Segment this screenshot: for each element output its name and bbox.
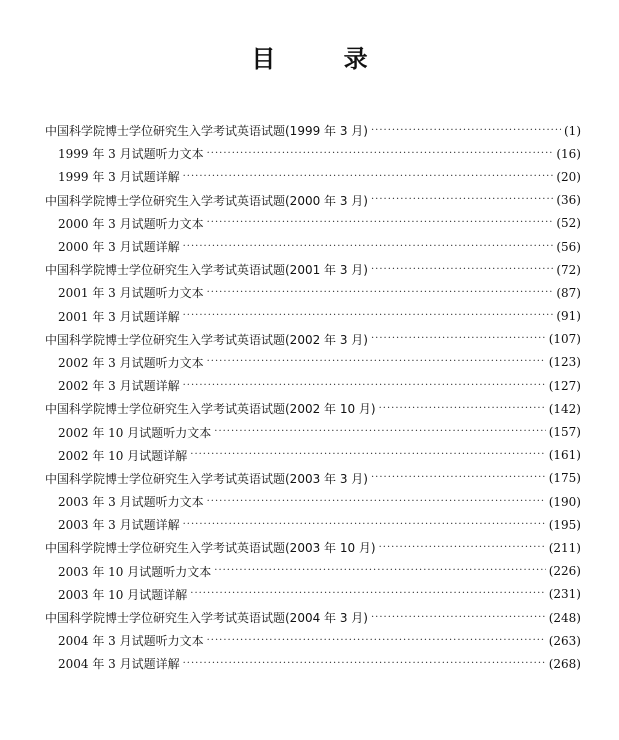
toc-entry-sub[interactable] bbox=[45, 513, 581, 536]
toc-dot-leader bbox=[371, 472, 546, 484]
toc-entry-title: 2000 年 3 月试题详解 bbox=[58, 240, 180, 255]
toc-entry-title: 2000 年 3 月试题听力文本 bbox=[58, 216, 204, 231]
toc-dot-leader bbox=[379, 403, 546, 415]
toc-dot-leader bbox=[190, 449, 545, 461]
toc-page-number: (72) bbox=[556, 262, 581, 277]
toc-entry-exam[interactable] bbox=[45, 397, 581, 420]
toc-entry-sub[interactable] bbox=[45, 212, 581, 235]
toc-entry-title: 2002 年 10 月试题详解 bbox=[58, 448, 188, 463]
toc-entry-sub[interactable] bbox=[45, 652, 581, 675]
toc-page-number: (211) bbox=[548, 540, 581, 555]
toc-dot-leader bbox=[214, 426, 545, 438]
toc-page-number: (56) bbox=[556, 239, 581, 254]
toc-entry-exam[interactable] bbox=[45, 536, 581, 559]
toc-dot-leader bbox=[207, 635, 546, 647]
toc-entry-sub[interactable] bbox=[45, 305, 581, 328]
toc-dot-leader bbox=[207, 287, 554, 299]
toc-entry-exam[interactable] bbox=[45, 606, 581, 629]
toc-page-number: (161) bbox=[548, 448, 581, 463]
toc-entry-exam[interactable] bbox=[45, 328, 581, 351]
toc-entry-title: 1999 年 3 月试题听力文本 bbox=[58, 147, 204, 162]
toc-entry-sub[interactable] bbox=[45, 351, 581, 374]
page-title: 目 录 bbox=[251, 45, 398, 73]
toc-entry-exam[interactable] bbox=[45, 119, 581, 142]
toc-dot-leader bbox=[183, 519, 546, 531]
toc-entry-sub[interactable] bbox=[45, 165, 581, 188]
toc-dot-leader bbox=[371, 125, 561, 137]
toc-entry-title: 中国科学院博士学位研究生入学考试英语试题(2002 年 3 月) bbox=[45, 332, 368, 347]
toc-entry-title: 中国科学院博士学位研究生入学考试英语试题(2000 年 3 月) bbox=[45, 193, 368, 208]
toc-entry-title: 2004 年 3 月试题详解 bbox=[58, 657, 180, 672]
toc-dot-leader bbox=[183, 658, 546, 670]
toc-page-number: (1) bbox=[564, 123, 581, 138]
toc-dot-leader bbox=[183, 171, 554, 183]
toc-entry-title: 中国科学院博士学位研究生入学考试英语试题(2001 年 3 月) bbox=[45, 263, 368, 278]
toc-entry-sub[interactable] bbox=[45, 444, 581, 467]
toc-page-number: (52) bbox=[556, 216, 581, 231]
toc-page-number: (190) bbox=[548, 494, 581, 509]
toc-entry-title: 中国科学院博士学位研究生入学考试英语试题(2003 年 10 月) bbox=[45, 541, 376, 556]
toc-page-number: (87) bbox=[556, 285, 581, 300]
toc-entry-title: 2003 年 3 月试题听力文本 bbox=[58, 495, 204, 510]
toc-entry-title: 2003 年 10 月试题详解 bbox=[58, 587, 188, 602]
toc-page-number: (142) bbox=[548, 401, 581, 416]
toc-entry-title: 中国科学院博士学位研究生入学考试英语试题(1999 年 3 月) bbox=[45, 124, 368, 139]
toc-dot-leader bbox=[183, 380, 546, 392]
toc-entry-sub[interactable] bbox=[45, 374, 581, 397]
toc-dot-leader bbox=[214, 565, 545, 577]
toc-dot-leader bbox=[207, 496, 546, 508]
toc-entry-exam[interactable] bbox=[45, 258, 581, 281]
toc-page-number: (195) bbox=[548, 517, 581, 532]
toc-dot-leader bbox=[207, 217, 554, 229]
toc-entry-sub[interactable] bbox=[45, 560, 581, 583]
toc-entry-sub[interactable] bbox=[45, 490, 581, 513]
toc-page-number: (175) bbox=[548, 471, 581, 486]
toc-entry-exam[interactable] bbox=[45, 467, 581, 490]
toc-page-number: (248) bbox=[548, 610, 581, 625]
table-of-contents bbox=[45, 119, 581, 676]
toc-page-number: (263) bbox=[548, 633, 581, 648]
toc-dot-leader bbox=[371, 612, 546, 624]
toc-entry-sub[interactable] bbox=[45, 629, 581, 652]
toc-page-number: (123) bbox=[548, 355, 581, 370]
toc-entry-title: 中国科学院博士学位研究生入学考试英语试题(2003 年 3 月) bbox=[45, 471, 368, 486]
toc-page-number: (157) bbox=[548, 425, 581, 440]
toc-entry-title: 1999 年 3 月试题详解 bbox=[58, 170, 180, 185]
toc-entry-title: 2001 年 3 月试题详解 bbox=[58, 309, 180, 324]
toc-page-number: (36) bbox=[556, 193, 581, 208]
toc-page-number: (127) bbox=[548, 378, 581, 393]
toc-entry-sub[interactable] bbox=[45, 583, 581, 606]
toc-entry-title: 2003 年 10 月试题听力文本 bbox=[58, 564, 212, 579]
toc-dot-leader bbox=[207, 148, 554, 160]
toc-page-number: (20) bbox=[556, 169, 581, 184]
toc-dot-leader bbox=[371, 333, 546, 345]
toc-entry-title: 2002 年 10 月试题听力文本 bbox=[58, 425, 212, 440]
toc-entry-title: 2003 年 3 月试题详解 bbox=[58, 518, 180, 533]
toc-page-number: (231) bbox=[548, 587, 581, 602]
toc-page-number: (107) bbox=[548, 332, 581, 347]
toc-entry-title: 中国科学院博士学位研究生入学考试英语试题(2004 年 3 月) bbox=[45, 611, 368, 626]
toc-dot-leader bbox=[183, 310, 554, 322]
toc-entry-sub[interactable] bbox=[45, 142, 581, 165]
toc-dot-leader bbox=[190, 588, 545, 600]
toc-dot-leader bbox=[183, 241, 554, 253]
toc-entry-title: 中国科学院博士学位研究生入学考试英语试题(2002 年 10 月) bbox=[45, 402, 376, 417]
toc-entry-sub[interactable] bbox=[45, 281, 581, 304]
toc-entry-title: 2001 年 3 月试题听力文本 bbox=[58, 286, 204, 301]
toc-page-number: (16) bbox=[556, 146, 581, 161]
toc-entry-exam[interactable] bbox=[45, 189, 581, 212]
toc-entry-sub[interactable] bbox=[45, 235, 581, 258]
toc-dot-leader bbox=[371, 194, 553, 206]
toc-entry-title: 2002 年 3 月试题听力文本 bbox=[58, 355, 204, 370]
toc-page-number: (226) bbox=[548, 564, 581, 579]
toc-dot-leader bbox=[371, 264, 553, 276]
toc-entry-title: 2004 年 3 月试题听力文本 bbox=[58, 634, 204, 649]
toc-dot-leader bbox=[207, 356, 546, 368]
toc-dot-leader bbox=[379, 542, 546, 554]
toc-entry-title: 2002 年 3 月试题详解 bbox=[58, 379, 180, 394]
toc-page-number: (91) bbox=[556, 309, 581, 324]
toc-page-number: (268) bbox=[548, 656, 581, 671]
toc-entry-sub[interactable] bbox=[45, 420, 581, 443]
